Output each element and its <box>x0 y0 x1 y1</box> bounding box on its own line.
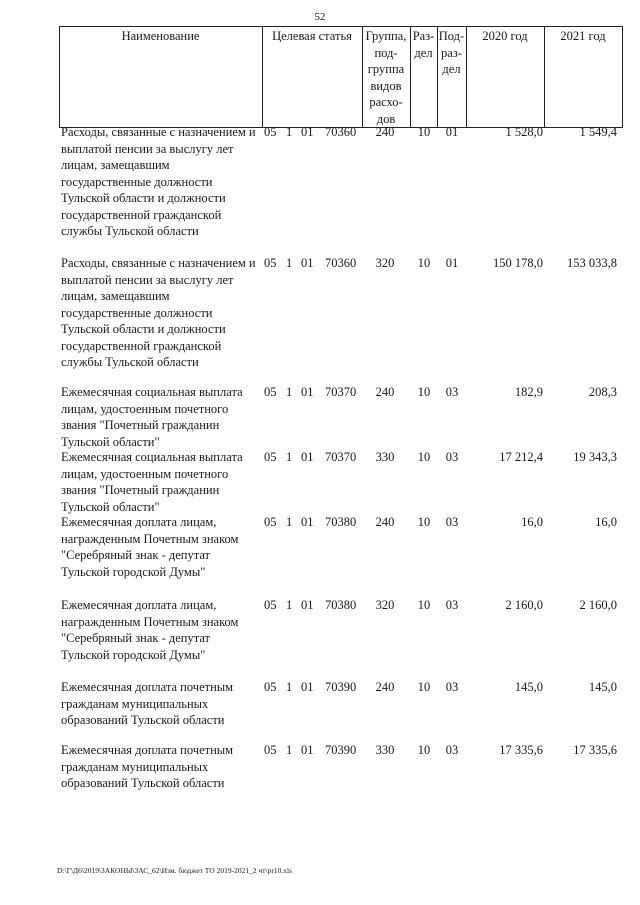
row-razdel: 10 <box>417 680 431 694</box>
row-article-part4: 70390 <box>325 743 357 757</box>
header-group <box>362 28 410 127</box>
row-article-part1: 05 <box>264 515 277 529</box>
row-article-part3: 01 <box>301 125 314 139</box>
row-article-part1: 05 <box>264 743 277 757</box>
row-razdel: 10 <box>417 450 431 464</box>
row-article-part4: 70360 <box>325 256 357 270</box>
row-article-part2: 1 <box>286 125 293 139</box>
header-group-line: Группа, <box>365 29 407 43</box>
row-value-2021: 208,3 <box>588 385 617 399</box>
row-razdel: 10 <box>417 125 431 139</box>
row-article-part1: 05 <box>264 598 277 612</box>
row-value-2020: 1 528,0 <box>505 125 543 139</box>
header-year-2020: 2020 год <box>482 29 528 43</box>
table-header <box>59 26 623 128</box>
row-value-2020: 16,0 <box>521 515 543 529</box>
header-name: Наименование <box>121 29 200 43</box>
row-group: 240 <box>375 680 395 694</box>
header-group-line: группа <box>367 62 405 76</box>
header-razdel-line: дел <box>414 45 433 60</box>
row-group: 330 <box>375 450 395 464</box>
row-podrazdel: 03 <box>445 598 459 612</box>
row-article-part1: 05 <box>264 680 277 694</box>
row-value-2021: 153 033,8 <box>567 256 617 270</box>
row-podrazdel: 03 <box>445 680 459 694</box>
row-article-part2: 1 <box>286 680 293 694</box>
row-name: Расходы, связанные с назначением и выплатой пенсии за выслугу лет лицам, замещавшим государственные должности Тульской области и должности государственной гражданской службы Тульской области <box>61 125 256 238</box>
row-article-part3: 01 <box>301 256 314 270</box>
row-name: Ежемесячная социальная выплата лицам, удостоенным почетного звания "Почетный гражданин Тульской области" <box>61 385 243 449</box>
header-top-rule <box>59 26 623 27</box>
row-article-part2: 1 <box>286 743 293 757</box>
row-value-2020: 17 212,4 <box>499 450 543 464</box>
row-value-2021: 1 549,4 <box>579 125 617 139</box>
row-group: 320 <box>375 598 395 612</box>
row-group: 240 <box>375 125 395 139</box>
header-razdel <box>410 28 437 61</box>
row-podrazdel: 03 <box>445 743 459 757</box>
row-razdel: 10 <box>417 385 431 399</box>
row-name: Ежемесячная доплата почетным гражданам муниципальных образований Тульской области <box>61 743 234 790</box>
row-value-2020: 182,9 <box>514 385 543 399</box>
row-article-part3: 01 <box>301 598 314 612</box>
row-razdel: 10 <box>417 515 431 529</box>
row-name: Ежемесячная доплата лицам, награжденным Почетным знаком "Серебряный знак - депутат Тульской городской Думы" <box>61 598 239 662</box>
header-divider <box>622 26 623 128</box>
row-value-2020: 17 335,6 <box>499 743 543 757</box>
row-podrazdel: 03 <box>445 515 459 529</box>
header-group-line: дов <box>376 111 396 126</box>
row-value-2021: 17 335,6 <box>573 743 617 757</box>
row-article-part2: 1 <box>286 450 293 464</box>
row-razdel: 10 <box>417 256 431 270</box>
row-value-2021: 145,0 <box>588 680 617 694</box>
row-name: Ежемесячная доплата почетным гражданам муниципальных образований Тульской области <box>61 680 234 727</box>
row-article-part4: 70360 <box>325 125 357 139</box>
header-group-line: видов <box>370 78 402 93</box>
header-razdel-line: Раз- <box>412 29 435 43</box>
header-group-line: под- <box>374 45 398 60</box>
row-article-part2: 1 <box>286 385 293 399</box>
row-name: Расходы, связанные с назначением и выплатой пенсии за выслугу лет лицам, замещавшим государственные должности Тульской области и должности государственной гражданской службы Тульской области <box>61 256 256 369</box>
row-article-part4: 70380 <box>325 598 357 612</box>
header-podrazdel-line: Под- <box>438 29 465 43</box>
row-group: 320 <box>375 256 395 270</box>
row-podrazdel: 01 <box>445 125 459 139</box>
row-value-2020: 150 178,0 <box>493 256 543 270</box>
row-article-part3: 01 <box>301 680 314 694</box>
row-podrazdel: 03 <box>445 385 459 399</box>
row-article-part4: 70390 <box>325 680 357 694</box>
row-article-part1: 05 <box>264 256 277 270</box>
row-value-2021: 16,0 <box>595 515 617 529</box>
row-name: Ежемесячная социальная выплата лицам, удостоенным почетного звания "Почетный гражданин Тульской области" <box>61 450 243 514</box>
row-value-2021: 19 343,3 <box>573 450 617 464</box>
row-group: 240 <box>375 385 395 399</box>
header-year-2021: 2021 год <box>560 29 606 43</box>
row-group: 240 <box>375 515 395 529</box>
row-article-part2: 1 <box>286 598 293 612</box>
row-name: Ежемесячная доплата лицам, награжденным Почетным знаком "Серебряный знак - депутат Тульской городской Думы" <box>61 515 239 579</box>
header-podrazdel-line: раз- <box>441 45 462 60</box>
row-article-part3: 01 <box>301 515 314 529</box>
row-article-part1: 05 <box>264 450 277 464</box>
page-number: 52 <box>314 11 326 23</box>
row-article-part3: 01 <box>301 743 314 757</box>
header-group-line: расхо- <box>369 95 403 109</box>
row-article-part4: 70370 <box>325 450 357 464</box>
header-podrazdel <box>437 28 466 78</box>
row-article-part4: 70370 <box>325 385 357 399</box>
row-article-part2: 1 <box>286 256 293 270</box>
row-group: 330 <box>375 743 395 757</box>
row-article-part3: 01 <box>301 450 314 464</box>
header-target-article: Целевая статья <box>272 29 352 43</box>
header-podrazdel-line: дел <box>442 62 461 76</box>
row-podrazdel: 01 <box>445 256 459 270</box>
row-podrazdel: 03 <box>445 450 459 464</box>
row-article-part4: 70380 <box>325 515 357 529</box>
row-article-part3: 01 <box>301 385 314 399</box>
row-value-2020: 2 160,0 <box>505 598 543 612</box>
row-article-part2: 1 <box>286 515 293 529</box>
row-article-part1: 05 <box>264 125 277 139</box>
row-razdel: 10 <box>417 743 431 757</box>
row-value-2021: 2 160,0 <box>579 598 617 612</box>
row-article-part1: 05 <box>264 385 277 399</box>
footer-file-path: D:\Г\Д6\2019\ЗАКОНЫ\ЗАС_62\Изм. бюджет ТО 2019-2021_2 чт\pr10.xls <box>57 866 292 875</box>
row-razdel: 10 <box>417 598 431 612</box>
row-value-2020: 145,0 <box>514 680 543 694</box>
